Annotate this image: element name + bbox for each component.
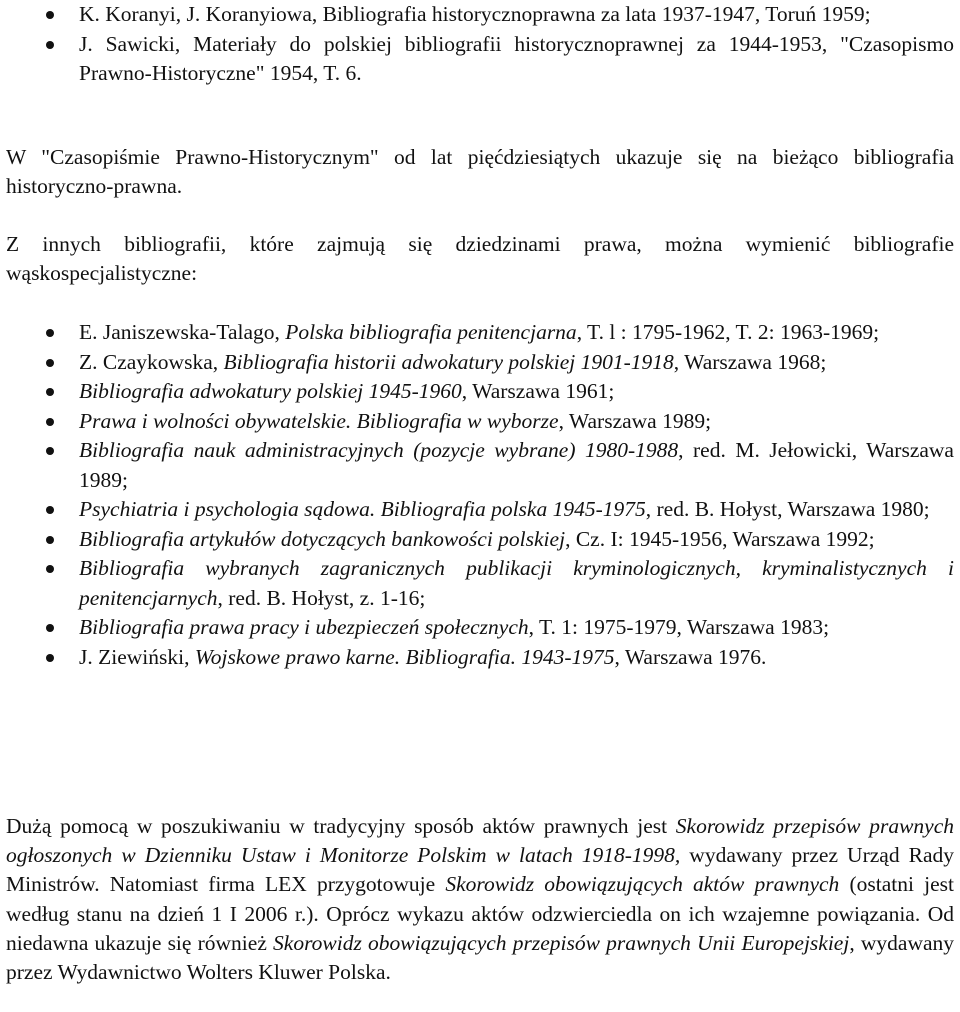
title-text: Bibliografia artykułów dotyczących bankowości polskiej [79, 526, 566, 551]
bullet-icon [46, 11, 54, 19]
plain-text: E. Janiszewska-Talago, [79, 320, 286, 344]
title-text: Skorowidz obowiązujących aktów prawnych [445, 872, 840, 897]
bibliography-item [6, 318, 954, 348]
bullet-icon [46, 418, 54, 426]
paragraph-skorowidz [6, 812, 954, 987]
plain-text: , Cz. I: 1945-1956, Warszawa 1992; [565, 526, 875, 551]
plain-text: , red. B. Hołyst, Warszawa 1980; [645, 497, 930, 521]
title-text: Bibliografia adwokatury polskiej 1945-1960 [79, 379, 462, 403]
plain-text: J. Sawicki, Materiały do polskiej bibliografii historycznoprawnej za 1944-1953, "Czasopismo Prawno-Historyczne" 1954, T. 6. [79, 31, 954, 85]
plain-text: , Warszawa 1976. [614, 644, 767, 669]
bullet-icon [46, 388, 54, 396]
bullet-icon [46, 624, 54, 632]
bibliography-item [6, 348, 954, 378]
bibliography-item [6, 0, 954, 30]
plain-text: , red. M. Jełowicki, Warszawa 1989; [79, 438, 954, 492]
title-text: Bibliografia wybranych zagranicznych publikacji kryminologicznych, kryminalistycznych i penitencjarnych [79, 556, 954, 610]
bullet-icon [46, 329, 54, 337]
title-text: Skorowidz obowiązujących przepisów prawnych Unii Europejskiej [273, 930, 850, 955]
plain-text: , Warszawa 1961; [461, 379, 615, 403]
paragraph-specialized-bibliographies: Z innych bibliografii, które zajmują się dziedzinami prawa, można wymienić bibliografie wąskospecjalistyczne: [6, 232, 954, 285]
plain-text: Z. Czaykowska, [79, 349, 224, 374]
bullet-icon [46, 536, 54, 544]
bullet-icon [46, 359, 54, 367]
bibliography-item [6, 554, 954, 613]
title-text: Skorowidz przepisów prawnych ogłoszonych w Dzienniku Ustaw i Monitorze Polskim w latach 1918-1998, [6, 814, 954, 868]
plain-text: wydawany przez Urząd Rady Ministrów. Natomiast firma LEX przygotowuje [6, 843, 954, 897]
title-text: Wojskowe prawo karne. Bibliografia. 1943-1975 [194, 644, 615, 669]
title-text: Psychiatria i psychologia sądowa. Bibliografia polska 1945-1975 [79, 497, 646, 521]
bibliography-item [6, 495, 954, 525]
plain-text: , Warszawa 1989; [558, 408, 712, 433]
plain-text: , Warszawa 1968; [673, 349, 827, 374]
plain-text: K. Koranyi, J. Koranyiowa, Bibliografia historycznoprawna za lata 1937-1947, Toruń 1959; [79, 2, 871, 26]
specialized-bibliography-list [6, 318, 954, 672]
bibliography-item [6, 30, 954, 89]
bibliography-item [6, 613, 954, 643]
bullet-icon [46, 654, 54, 662]
bullet-icon [46, 447, 54, 455]
plain-text: , T. 1: 1975-1979, Warszawa 1983; [528, 615, 830, 639]
plain-text: Dużą pomocą w poszukiwaniu w tradycyjny sposób aktów prawnych jest [6, 814, 676, 838]
plain-text: , wydawany przez Wydawnictwo Wolters Kluwer Polska. [6, 930, 955, 985]
bullet-icon [46, 565, 54, 573]
plain-text: , red. B. Hołyst, z. 1-16; [217, 585, 426, 610]
historical-bibliography-list [6, 0, 954, 89]
plain-text: , T. l : 1795-1962, T. 2: 1963-1969; [576, 320, 880, 344]
paragraph-czasopismo: W "Czasopiśmie Prawno-Historycznym" od lat pięćdziesiątych ukazuje się na bieżąco bibliografia historyczno-prawna. [6, 145, 954, 198]
bullet-icon [46, 41, 54, 49]
title-text: Bibliografia prawa pracy i ubezpieczeń społecznych [79, 615, 529, 639]
title-text: Bibliografia historii adwokatury polskiej 1901-1918 [223, 349, 674, 374]
plain-text: J. Ziewiński, [79, 644, 195, 669]
title-text: Prawa i wolności obywatelskie. Bibliografia w wyborze [79, 408, 559, 433]
bibliography-item [6, 436, 954, 495]
bibliography-item [6, 525, 954, 555]
bibliography-item [6, 377, 954, 407]
bullet-icon [46, 506, 54, 514]
bibliography-item [6, 407, 954, 437]
title-text: Polska bibliografia penitencjarna [285, 320, 577, 344]
plain-text: (ostatni jest według stanu na dzień 1 I 2006 r.). Oprócz wykazu aktów odzwierciedla on ich wzajemne powiązania. Od niedawna ukazuje się również [6, 872, 954, 955]
bibliography-item [6, 643, 954, 673]
title-text: Bibliografia nauk administracyjnych (pozycje wybrane) 1980-1988 [79, 438, 679, 462]
